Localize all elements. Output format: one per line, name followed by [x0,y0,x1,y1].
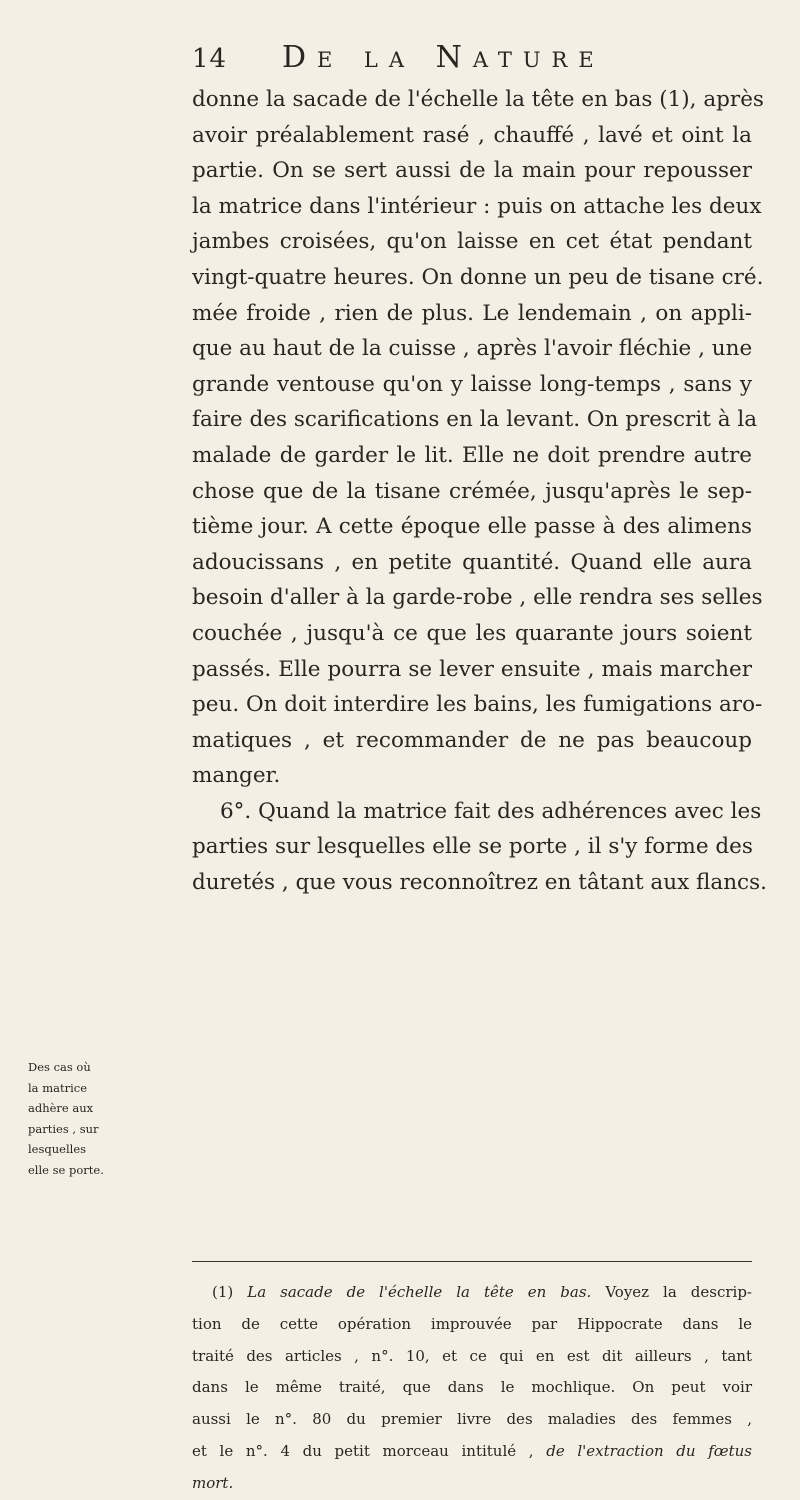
text-line: faire des scarifications en la levant. On prescrit à la [192,407,758,433]
main-text [192,82,767,901]
text-line: que au haut de la cuisse , après l'avoir fléchie , une [192,336,753,362]
margin-note-line: lesquelles [28,1142,87,1156]
text-line: malade de garder le lit. Elle ne doit prendre autre [192,442,752,468]
text-line: la matrice dans l'intérieur : puis on attache les deux [192,193,762,219]
footnote-line: aussi le n°. 80 du premier livre des maladies des femmes , [192,1410,752,1429]
footnote-line: tion de cette opération improuvée par Hippocrate dans le [192,1314,752,1333]
footnote-marker: (1) [212,1283,234,1301]
footnote-italic-text: de l'extraction du fœtus [546,1441,752,1460]
text-line: peu. On doit interdire les bains, les fumigations aro- [192,692,763,718]
margin-note [28,1057,128,1180]
paragraph-six-line: 6°. Quand la matrice fait des adhérences avec les [220,798,762,824]
text-line: besoin d'aller à la garde-robe , elle rendra ses selles [192,585,763,611]
text-line: couchée , jusqu'à ce que les quarante jours soient [192,620,752,646]
text-line: matiques , et recommander de ne pas beaucoup [192,727,752,753]
footnote-italic-title: La sacade de l'échelle la tête en bas. [247,1283,592,1301]
text-line: partie. On se sert aussi de la main pour repousser [192,158,752,184]
footnote-text: Voyez la descrip- [605,1283,753,1301]
margin-note-line: elle se porte. [28,1162,104,1177]
footnote-line: dans le même traité, que dans le mochlique. On peut voir [192,1378,752,1397]
text-line: jambes croisées, qu'on laisse en cet état pendant [192,229,752,255]
text-line: grande ventouse qu'on y laisse long-temps , sans y [192,371,752,397]
text-line: adoucissans , en petite quantité. Quand elle aura [192,549,752,575]
footnote-line [192,1277,752,1309]
text-line: manger. [192,763,281,789]
margin-note-line: parties , sur [28,1121,99,1136]
paragraph-six-line: duretés , que vous reconnoîtrez en tâtant aux flancs. [192,870,767,896]
footnote-divider [192,1261,752,1262]
page-number: 14 [192,44,228,74]
text-line: tième jour. A cette époque elle passe à des alimens [192,514,752,540]
text-line: chose que de la tisane crémée, jusqu'après le sep- [192,478,752,504]
running-header [192,40,752,80]
footnote-line: mort. [192,1473,234,1492]
footnote-text: et le n°. 4 du petit morceau intitulé , [192,1441,534,1460]
text-line: avoir préalablement rasé , chauffé , lavé et oint la [192,122,752,148]
margin-note-line: adhère aux [28,1101,94,1115]
text-line: passés. Elle pourra se lever ensuite , mais marcher [192,656,752,682]
text-line: mée froide , rien de plus. Le lendemain , on appli- [192,300,752,326]
margin-note-line: la matrice [28,1080,87,1095]
footnote-line [192,1436,752,1468]
text-line: vingt-quatre heures. On donne un peu de tisane cré. [192,264,764,290]
footnote [192,1277,752,1500]
paragraph-six-line: parties sur lesquelles elle se porte , il s'y forme des [192,834,753,860]
text-line: donne la sacade de l'échelle la tête en bas (1), après [192,87,764,112]
footnote-line: traité des articles , n°. 10, et ce qui en est dit ailleurs , tant [192,1346,752,1365]
running-title: De la Nature [282,40,605,75]
margin-note-line: Des cas où [28,1060,91,1074]
